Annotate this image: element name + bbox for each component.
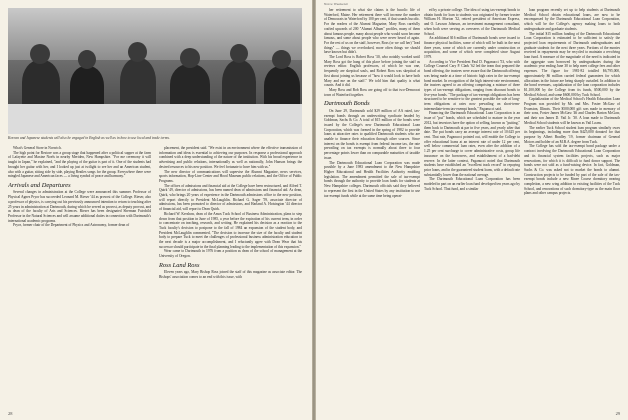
paragraph: The offices of admissions and financial aid at the College have been restructured, and Alfred T. Quirk '49, director of admissions, has been named dean of admissions and financial aid. As dean, Quirk, who brings 20 years of experience in the Dartmouth admissions office to the new position, will report directly to President McLaughlin. Richard G. Sager '59, associate director of admissions, has been promoted to director of admissions, and Harland A. Hoisington '44 director of financial aid, will report to Dean Quirk. xyxy=(159,183,302,212)
paragraph: her retirement to what she claims is the bucolic life of Waterford, Maine. Her retirement there will increase the number of Democrats in Waterford by 100 per cent, if that sounds bucolic. For the readers of the Alumni Magazine, Mary Ross carefully crafted upwards of 200 "Alumni Album" profiles, many of them about famous people, many about people who would soon become famous, and some about people who were never heard of again. For the rest of us on the staff, however, Ross (or we call her) "lead things" — things we overlooked, more often things we should have known but didn't. xyxy=(324,8,420,55)
paragraph: The Dartmouth Educational Loan Corporation was made possible by a June 1983 amendment to the New Hampshire Higher Educational and Health Facilities Authority enabling legislation. The amendment permitted the sale of tax-exempt bonds through the authority to provide loan funds for students at New Hampshire colleges. Dartmouth officials said they believed to represent the first in the United States by any institution to use tax-exempt funds while at the same time being operat- xyxy=(324,160,420,198)
paragraph: Wear came to Dartmouth in 1976 from a position as dean of the school of management at the University of Oregon. xyxy=(159,249,302,259)
paragraph: The College has sold the tax-exempt bond package under a contract involving the Dartmouth Educational Loan Corporation and its financial system facilities projects, such as major renovations, for which it is difficult to fund donor support. The bonds were not sold as a fund-raising device. In fact, Goldman, Sachs & Co. was asked not to market the bonds to alumni. Construction projects to be funded by part of the sale of the tax-exempt bonds include a new Rinee Course dormitory nearing completion, a new wing addition to existing facilities of the Tuck School, and renovations of such dormitory-type as the main floor plans and other campus projects. xyxy=(524,144,620,196)
left-page-column-1 xyxy=(8,146,151,404)
paragraph: An additional $16 million of Dartmouth bonds were issued to finance physical facilities, some of which will be built in the next three years, some of which are currently under construction or acquisition, and some of which were completed since August 1979. xyxy=(424,36,520,60)
left-page xyxy=(0,0,312,420)
section-heading: Ross Land Ross xyxy=(159,261,200,269)
paragraph: The Dartmouth Educational Loan Corporation has been modeled in part on an earlier loan fund developed ten years ago by Tuck School. That fund, and a similar xyxy=(424,177,520,191)
paragraph: Pryor, former chair of the Department of Physics and Astronomy, former dean of xyxy=(13,223,130,228)
right-page-column-2 xyxy=(424,8,520,404)
photo-caption: Korean and Japanese students will also be engaged in English as well as in how to use local and trade terms. xyxy=(8,136,170,140)
paragraph: Financing the Dartmouth Educational Loan Corporation is an issue of "put" bonds, which are scheduled to mature in the year 2012, but investors have the option of selling, known as "putting," them back to Dartmouth at par in five years, and yearly after that date. The put bonds carry an average interest rate of 10.625 per cent. That rate, Paganucci pointed out, will enable the College to offer educational loans at an interest rate of under 12 per cent, well below commercial loan rates, even after the addition of a 1.25 per cent surcharge to cover administrative costs, group life insurance on the borrowers, and establishment of a bad-debt reserve. In the latter context, Paganucci noted that Dartmouth students have established an "excellent track record" in repaying prior loans, and in the guaranteed student loans, with a default rate substantially lower than the national average. xyxy=(424,111,520,177)
left-page-column-2 xyxy=(159,146,302,404)
paragraph: ed by a private college. The idea of using tax-exempt bonds to obtain funds for loan to students was originated by former trustee William H. Morton '32, retired president of American Express, and O. Lawson Johnson, an investment management consultant, when both were serving as overseers of the Dartmouth Medical School. xyxy=(424,8,520,36)
paragraph: Richard W. Kershaw, dean of the Amos Tuck School of Business Administration, plans to step down from that position in June of 1985, a year before the expiration of his current term, in order to concentrate on teaching, research, and writing. He explained his decision as a reaction to the Tuck faculty's decision to postpone to the fall of 1984 an expansion of the student body, and President McLaughlin commented, "The decision to increase the size of the faculty and student body to prepare Tuck to meet the challenges of professional business administration education in the next decade is a major accomplishment, and I reluctantly agree with Dean Wear that his successor should participate in the final planning leading to the implementation of this expansion." xyxy=(159,211,302,249)
paragraph: loan program recently set up to help students at Dartmouth Medical School obtain educational loans, are now to be encompassed by the Dartmouth Educational Loan Corporation, which will be the College's agency making loans to both undergraduate and graduate students. xyxy=(524,8,620,31)
paragraph: The high point for Restore was a group stage that happened after a political supper at the farm of Lafayette and Maxine Noels in nearby Meriden, New Hampshire. "For me ceremony it will taught in Japan," he explained, "and the playing of the guitar is part of it. One of the students had brought her guitar with her, and I looked up just at twilight to see her and an American student, also with a guitar, sitting side by side, playing Beatles songs for the group. Everywhere there were mingled Japanese and American faces — a living symbol of peace and harmony." xyxy=(8,150,151,179)
right-page-column-3 xyxy=(524,8,620,404)
paragraph: According to Vice President Paul D. Paganucci '53, who with College Counsel Cary P. Clark '62 led the team that prepared the bond offering, the trustees were aware that the Dartmouth offering was being made at a time of historic high rates in the tax-exempt bond market. In recognition of the high interest-rate environment, the trustees agreed to an offering comprising a mixture of three types of tax-exempt obligations, ranging from discount bonds to five-year bonds. "The package of tax-exempt obligations has been structured to be sensitive to the greatest possible the sale of long-term obligations at rates now prevailing on short-term-intermediate-term tax-exempt bonds," Paganucci said. xyxy=(424,59,520,111)
paragraph: On June 29, Dartmouth sold $29 million of AA rated, tax-exempt bonds through an underwriting syndicate headed by Goldman, Sachs & Co. A total of $15 million of the bonds were issued by the College's new Dartmouth Educational Loan Corporation, which was formed in the spring of 1982 to provide loans at attractive rates to qualified Dartmouth students who are unable to finance their education through other sources. Since interest on the bonds is exempt from federal income tax, the rate prevailing on tax exempts is normally about three to four percentage points lower than on comparable maturities of taxable issue. xyxy=(324,108,420,160)
paragraph: The initial $15 million funding of the Dartmouth Educational Loan Corporation is estimated to be sufficient to satisfy the projected loan requirements of Dartmouth undergraduates and graduate students for the next three years. Portions of the monies received in repayments may be recycled to maintain a revolving loan fund. A measure of the magnitude of the need is indicated in the aggregate sum borrowed by undergraduates during the academic year ending June 30 to help meet college fees and other expenses. The figure for 1981-82 totalled $6,795,000, approximately $6 million carried federal guarantees for which allocations in the future are being sharply curtailed. In addition to the bond revenues, capitalization of the loan corporation includes $1,100,000 by the College from its funds, $500,000 by the Medical School, and some $600,000 by Tuck School. xyxy=(524,31,620,97)
running-header: Notre Weekend xyxy=(324,2,348,6)
paragraph: The earlier Tuck School student loan program similarly owes its beginnings, including more than $425,000 donated for that purpose by Albert Bradley '19, former chairman of General Motors and holder of an M.B.A. degree from Tuck. xyxy=(524,125,620,144)
paragraph: What's General Store in Norwich. xyxy=(13,146,62,150)
paragraph: Capitalization of the Medical School's Health Education Loan Program was provided by Mr. and Mrs. Foster McGaw of Evanston, Illinois. Their $500,000 gift was made in memory of their sons, Foster James McGaw '46 and Charles Barton McGaw, and their son James D. Vail Jr. '30. A loan made to Dartmouth Medical School students will be known as Vail Loans. xyxy=(524,97,620,125)
paragraph: Eleven years ago, Mary Bishop Ross joined the staff of this magazine as associate editor. The Bishops' association comes to an end with this issue, with xyxy=(159,270,302,280)
section-heading: Dartmouth Bonds xyxy=(324,100,370,108)
students-photo xyxy=(8,8,302,134)
right-page-column-1 xyxy=(324,8,420,404)
right-page xyxy=(316,0,628,420)
paragraph: placement, the president said. "We exist in an environment where the effective transmission of information and ideas is essential to achieving our purposes. In response a professional approach combined with a deep understanding of the nature of the institution. With his broad experience in advertising and public relations, internationally as well as nationally, John Hanson brings the desired resources to his new position. We feel fortunate to have him with us." xyxy=(159,146,302,169)
paragraph: The Lord Ross is Robert Ross '30, who notably worked until Mary Ross got the hang of this place before joining the staff as reviews editor. English professors, of which he was one, frequently are skeptical souls, and Robert Ross was skeptical at first about joining us because of "how it would look to have both Mary and me on the staff." We told him that quality is what counts. And it did. xyxy=(324,55,420,88)
paragraph: The new director of communications will supervise the Alumni Magazine, news services, sports information, Hop-Line Center and Hood Museum public relations, and the Office of Public Programs. xyxy=(159,169,302,183)
page-number-right: 29 xyxy=(615,411,620,416)
paragraph: Mary Ross and Bob Ross are going off to that two-Democrat town of Waterford together. xyxy=(324,87,420,97)
paragraph: Several changes in administration at the College were announced this summer. Professor of Physical Agnes Pryor has succeeded Leonard M. Rieser '44 as provost of the College. Rieser, also a professor of physics, is carrying out his previously announced intention to return to teaching after 25 years in administration at Dartmouth, during which he served as provost, as deputy provost, and as dean of the faculty of Arts and Sciences. Rieser has been designated Sherman Fairchild Professor in the Natural Sciences and will assume additional duties in connection with Dartmouth's international academic programs. xyxy=(8,190,151,223)
section-heading: Arrivals and Departures xyxy=(8,181,71,189)
page-number-left: 28 xyxy=(8,411,13,416)
